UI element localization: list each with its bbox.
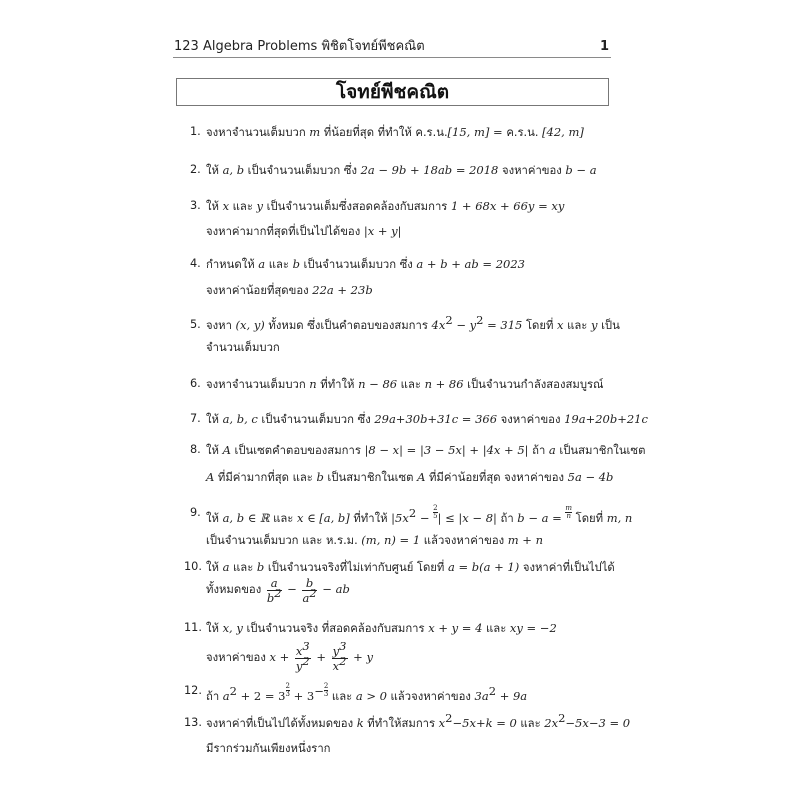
problem-text-line — [206, 574, 350, 605]
denominator: n — [566, 512, 571, 520]
numerator: 2 — [285, 682, 290, 690]
text: ที่ทำให้ — [349, 512, 392, 525]
text: จำนวนเต็มบวก — [206, 341, 280, 354]
math: x ∈ [a, b] — [296, 511, 350, 525]
text: เป็นจำนวนเต็มบวก ซึ่ง — [257, 413, 375, 426]
text: และ — [516, 717, 545, 730]
text: จงหาค่าของ — [206, 651, 270, 664]
math: n − 86 — [358, 377, 398, 391]
problem-number: 1. — [190, 125, 201, 138]
math: (m, n) = 1 — [361, 533, 421, 547]
problem-text-line — [206, 505, 632, 527]
exponent: 2 — [274, 585, 282, 600]
text: ทั้งหมดของ — [206, 583, 265, 596]
problem-text-line — [206, 313, 620, 334]
text: เป็นสมาชิกในเซต — [323, 471, 418, 484]
math: x — [438, 716, 446, 730]
text: จงหาจำนวนเต็มบวก — [206, 126, 310, 139]
math: m + n — [507, 533, 544, 547]
math: −5x+k = 0 — [452, 716, 517, 730]
math: x — [557, 318, 564, 332]
math: n + 86 — [424, 377, 464, 391]
numerator: b — [302, 576, 316, 591]
exponent: 2 — [558, 711, 566, 725]
text: และ — [265, 258, 293, 271]
text: ที่น้อยที่สุด ที่ทำให้ ค.ร.น. — [320, 126, 448, 139]
problem-text-line — [206, 411, 648, 428]
math: x + — [269, 650, 293, 664]
math: 5a − 4b — [567, 470, 614, 484]
fraction — [267, 576, 282, 605]
math: 3a — [474, 689, 489, 703]
math: a, b — [222, 163, 245, 177]
math: b — [316, 470, 324, 484]
math: a — [222, 689, 230, 703]
math: y — [590, 318, 598, 332]
math: a, b, c — [222, 412, 258, 426]
problem-number: 13. — [184, 716, 202, 729]
math: = 315 — [483, 318, 523, 332]
text: และ — [269, 512, 297, 525]
text: ทั้งหมด ซึ่งเป็นคำตอบของสมการ — [264, 319, 432, 332]
math: [42, m] — [542, 125, 584, 139]
math: − y — [452, 318, 477, 332]
problem-text-line — [206, 340, 280, 356]
denominator — [332, 653, 348, 673]
text: จงหาค่าที่เป็นไปได้ — [519, 561, 615, 574]
problem-text-line — [206, 638, 373, 673]
text: และ — [563, 319, 591, 332]
math: A — [222, 443, 231, 457]
denominator — [266, 585, 282, 605]
problem-number: 2. — [190, 163, 201, 176]
text: กำหนดให้ — [206, 258, 259, 271]
exponent: 2 — [445, 313, 453, 327]
math: + 2 = 3 — [236, 689, 286, 703]
math: |x + y| — [363, 224, 402, 238]
math: a — [258, 257, 266, 271]
math: b − a = — [517, 511, 566, 525]
problem-number: 9. — [190, 506, 201, 519]
text: เป็นจำนวนจริง ที่สอดคล้องกับสมการ — [242, 622, 429, 635]
text: เป็นจำนวนกำลังสองสมบูรณ์ — [463, 378, 604, 391]
text: จงหาค่ามากที่สุดที่เป็นไปได้ของ — [206, 225, 364, 238]
section-title: โจทย์พีชคณิต — [335, 81, 450, 103]
problem-text-line — [206, 256, 525, 273]
text: ถ้า — [206, 690, 223, 703]
fraction — [295, 638, 311, 673]
text: ที่ทำให้ — [316, 378, 359, 391]
math: m, n — [606, 511, 633, 525]
problem-number: 8. — [190, 443, 201, 456]
problem-number: 6. — [190, 377, 201, 390]
problem-text-line — [206, 711, 631, 732]
problem-number: 5. — [190, 318, 201, 331]
text: ที่มีค่าน้อยที่สุด จงหาค่าของ — [425, 471, 568, 484]
text: มีรากร่วมกันเพียงหนึ่งราก — [206, 742, 331, 755]
exponent: 2 — [488, 684, 497, 698]
denominator: 3 — [323, 690, 329, 698]
numerator: a — [267, 576, 282, 591]
base: y — [332, 643, 340, 658]
problem-text-line — [206, 620, 557, 637]
problem-text-line — [206, 282, 373, 299]
text: ให้ — [206, 200, 223, 213]
math: b — [292, 257, 300, 271]
math: x + y = 4 — [428, 621, 483, 635]
problem-text-line — [206, 376, 604, 393]
numerator: 2 — [323, 682, 329, 690]
math: a — [548, 443, 556, 457]
math: −5x−3 = 0 — [565, 716, 631, 730]
text: เป็นจำนวนเต็มซึ่งสอดคล้องกับสมการ — [263, 200, 451, 213]
base: x — [332, 658, 340, 673]
math: − — [283, 582, 301, 596]
math: 22a + 23b — [312, 283, 373, 297]
exponent-sign: − — [314, 684, 324, 698]
math: b — [256, 560, 265, 574]
numerator: 2 — [433, 504, 438, 512]
text: เป็นเซตคำตอบของสมการ — [230, 444, 365, 457]
problem-number: 7. — [190, 412, 201, 425]
denominator — [302, 585, 317, 605]
math: xy = −2 — [509, 621, 557, 635]
text: ให้ — [206, 561, 223, 574]
math: + 3 — [289, 689, 315, 703]
text: จงหาค่าของ — [498, 164, 566, 177]
text: ให้ — [206, 622, 223, 635]
math: 29a+30b+31c = 366 — [374, 412, 498, 426]
text: ค.ร.น. — [506, 126, 543, 139]
page-number: 1 — [599, 39, 609, 54]
math: 1 + 68x + 66y = xy — [450, 199, 565, 213]
text: โดยที่ — [522, 319, 558, 332]
math: 2a − 9b + 18ab = 2018 — [360, 163, 499, 177]
denominator: 3 — [285, 690, 290, 698]
math: k — [356, 716, 364, 730]
math: n — [309, 377, 317, 391]
denominator — [295, 653, 311, 673]
math: − ab — [318, 582, 350, 596]
text: ถ้า — [496, 512, 518, 525]
text: ให้ — [206, 444, 223, 457]
problem-text-line — [206, 162, 597, 179]
math: x — [222, 199, 230, 213]
denominator: 5 — [433, 512, 438, 520]
text: และ — [229, 200, 257, 213]
math: y — [256, 199, 264, 213]
text: เป็นจำนวนเต็มบวก ซึ่ง — [299, 258, 417, 271]
math: a = b(a + 1) — [447, 560, 520, 574]
fraction — [302, 576, 316, 605]
math: (x, y) — [235, 318, 265, 332]
problem-number: 4. — [190, 257, 201, 270]
base: b — [266, 590, 275, 605]
base: a — [302, 590, 310, 605]
text: และ — [229, 561, 257, 574]
math: A — [417, 470, 426, 484]
text: และ — [397, 378, 425, 391]
text: แล้วจงหาค่าของ — [420, 534, 508, 547]
fraction — [332, 638, 348, 673]
numerator: m — [565, 504, 573, 512]
text: จงหาจำนวนเต็มบวก — [206, 378, 310, 391]
problem-number: 10. — [184, 560, 202, 573]
text: จงหาค่าน้อยที่สุดของ — [206, 284, 313, 297]
math: 19a+20b+21c — [564, 412, 648, 426]
text: และ — [482, 622, 510, 635]
text: ให้ — [206, 164, 223, 177]
text: เป็นจำนวนจริงที่ไม่เท่ากับศูนย์ โดยที่ — [264, 561, 448, 574]
math: + 9a — [496, 689, 528, 703]
text: เป็นจำนวนเต็มบวก และ ห.ร.ม. — [206, 534, 362, 547]
problem-number: 3. — [190, 199, 201, 212]
math: a + b + ab = 2023 — [416, 257, 525, 271]
exponent: 2 — [339, 653, 347, 668]
math: | ≤ |x − 8| — [437, 511, 497, 525]
math: 4x — [431, 318, 446, 332]
math: a > 0 — [355, 689, 387, 703]
problem-number: 11. — [184, 621, 202, 634]
math: a, b ∈ ℝ — [222, 511, 270, 525]
problem-text-line — [206, 683, 527, 705]
problem-text-line — [206, 741, 331, 757]
exponent: 3 — [302, 638, 310, 653]
problem-text-line — [206, 198, 564, 215]
text: และ — [328, 690, 356, 703]
exponent: 2 — [476, 313, 484, 327]
math: 2x — [544, 716, 559, 730]
math: + y — [349, 650, 373, 664]
base: x — [295, 643, 303, 658]
math: a — [222, 560, 230, 574]
math: |5x — [391, 511, 409, 525]
math: [15, m] = — [447, 125, 507, 139]
text: จงหาค่าที่เป็นไปได้ทั้งหมดของ — [206, 717, 357, 730]
math: x, y — [222, 621, 243, 635]
text: เป็นสมาชิกในเซต — [555, 444, 646, 457]
exponent: 2 — [309, 585, 317, 600]
problem-text-line — [206, 469, 613, 486]
text: โดยที่ — [572, 512, 607, 525]
base: y — [295, 658, 303, 673]
exponent: 3 — [339, 638, 347, 653]
text: ให้ — [206, 512, 223, 525]
text: จงหาค่าของ — [497, 413, 565, 426]
problem-text-line — [206, 124, 584, 141]
problem-text-line — [206, 532, 543, 549]
text: ถ้า — [528, 444, 549, 457]
exponent: 2 — [408, 506, 417, 520]
math: b − a — [565, 163, 597, 177]
text: ที่ทำให้สมการ — [363, 717, 439, 730]
math: A — [206, 470, 215, 484]
text: จงหา — [206, 319, 236, 332]
exponent: 2 — [229, 684, 237, 698]
exponent: 2 — [302, 653, 310, 668]
exponent: 2 — [445, 711, 453, 725]
text: ให้ — [206, 413, 223, 426]
text: แล้วจงหาค่าของ — [386, 690, 475, 703]
math: |8 − x| = |3 − 5x| + |4x + 5| — [364, 443, 529, 457]
problem-text-line — [206, 223, 402, 240]
math: + — [312, 650, 330, 664]
text: เป็น — [597, 319, 620, 332]
problem-text-line — [206, 442, 645, 459]
problem-number: 12. — [184, 684, 202, 697]
running-title: 123 Algebra Problems พิชิตโจทย์พีชคณิต — [174, 39, 425, 54]
math: − — [416, 511, 434, 525]
text: ที่มีค่ามากที่สุด และ — [214, 471, 317, 484]
text: เป็นจำนวนเต็มบวก ซึ่ง — [244, 164, 361, 177]
math: m — [309, 125, 321, 139]
